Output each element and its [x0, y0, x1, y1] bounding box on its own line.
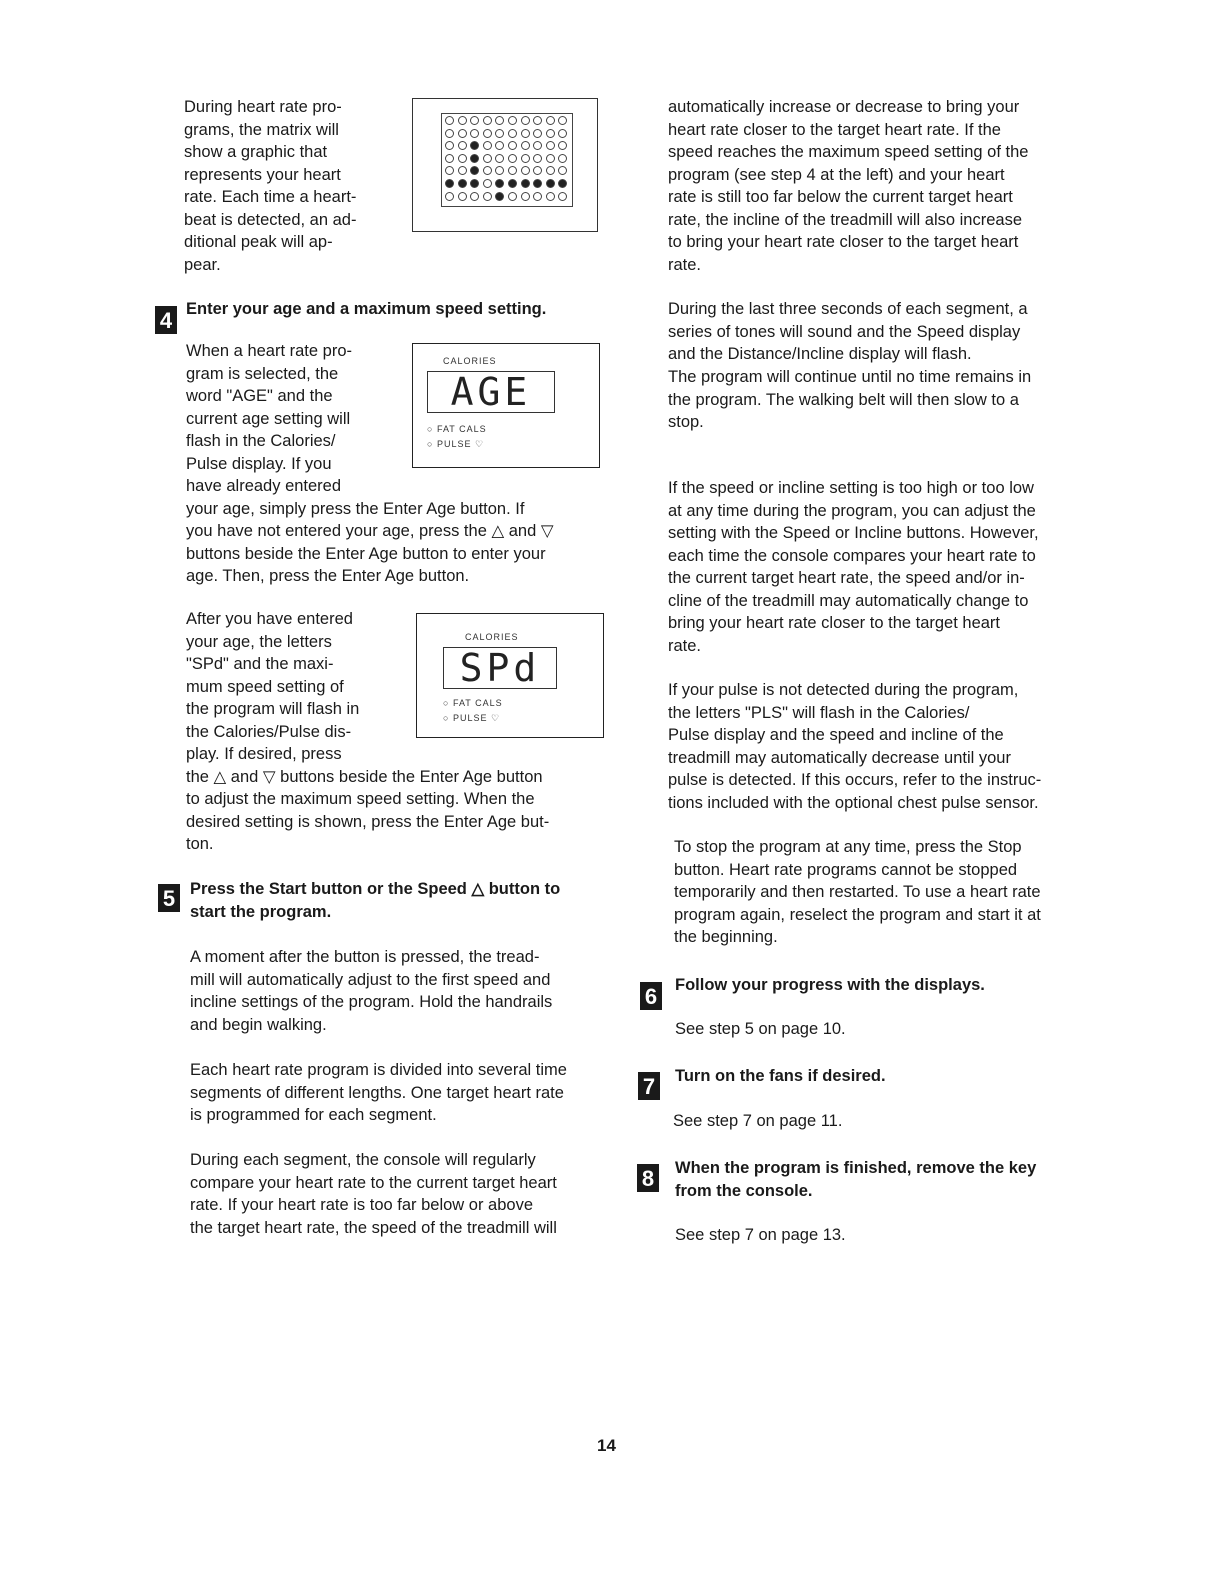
matrix-dot [558, 166, 567, 175]
calories-label: CALORIES [465, 632, 519, 642]
matrix-dot [445, 154, 454, 163]
matrix-dot [508, 166, 517, 175]
matrix-dot [521, 129, 530, 138]
text-line: During heart rate pro- [184, 98, 342, 116]
text-line: is programmed for each segment. [190, 1106, 437, 1124]
text-line: To stop the program at any time, press the Stop [674, 838, 1022, 856]
text-line: at any time during the program, you can adjust the [668, 501, 1036, 520]
matrix-dot [483, 154, 492, 163]
text-line: Pulse display and the speed and incline of the [668, 726, 1004, 744]
step-4-heading: Enter your age and a maximum speed setting. [186, 300, 547, 318]
step-6-badge: 6 [640, 982, 662, 1010]
step-8-badge: 8 [637, 1164, 659, 1192]
matrix-dot [495, 154, 504, 163]
text-line: stop. [668, 413, 704, 431]
text-line: show a graphic that [184, 143, 328, 161]
step-5-badge: 5 [158, 884, 180, 912]
text-line: ditional peak will ap- [184, 233, 333, 251]
matrix-dot [483, 129, 492, 138]
step-7-text: See step 7 on page 11. [673, 1112, 843, 1130]
text-line: series of tones will sound and the Speed display [668, 322, 1021, 341]
right-paragraph-1 [668, 96, 1028, 276]
matrix-dot [533, 141, 542, 150]
matrix-dot [546, 154, 555, 163]
matrix-dot [470, 129, 479, 138]
matrix-dot [508, 141, 517, 150]
matrix-dot [508, 116, 517, 125]
matrix-dot [470, 154, 479, 163]
text-line: beat is detected, an ad- [184, 210, 357, 229]
text-line: buttons beside the Enter Age button to enter your [186, 544, 546, 563]
text-line: from the console. [675, 1181, 813, 1200]
text-line: the letters "PLS" will flash in the Calories/ [668, 703, 970, 722]
text-line: During each segment, the console will regularly [190, 1151, 536, 1169]
step-5-paragraph-1 [190, 946, 552, 1036]
matrix-dot [533, 129, 542, 138]
text-line: heart rate closer to the target heart rate. If the [668, 120, 1001, 139]
matrix-dot [495, 192, 504, 201]
intro-paragraph [184, 96, 356, 276]
right-paragraph-2 [668, 298, 1028, 366]
matrix-dot [470, 141, 479, 150]
step-6-heading: Follow your progress with the displays. [675, 976, 985, 994]
text-line: you have not entered your age, press the △ and ▽ [186, 522, 554, 540]
matrix-dot [533, 116, 542, 125]
fat-cals-indicator: ○ FAT CALS [427, 424, 487, 434]
matrix-dot [470, 116, 479, 125]
matrix-dot [546, 116, 555, 125]
text-line: the △ and ▽ buttons beside the Enter Age button [186, 767, 543, 786]
right-paragraph-6 [674, 836, 1041, 949]
step-5-paragraph-2 [190, 1059, 567, 1127]
matrix-dot [495, 166, 504, 175]
matrix-dot [558, 129, 567, 138]
matrix-dot [445, 116, 454, 125]
text-line: each time the console compares your heart rate to [668, 546, 1036, 565]
text-line: to bring your heart rate closer to the target heart [668, 233, 1019, 251]
step-8-text: See step 7 on page 13. [675, 1226, 846, 1244]
text-line: rate. If your heart rate is too far below or above [190, 1196, 534, 1214]
fat-cals-indicator: ○ FAT CALS [443, 698, 503, 708]
text-line: tions included with the optional chest pulse sensor. [668, 793, 1039, 812]
text-line: If your pulse is not detected during the program, [668, 681, 1019, 699]
matrix-dot [483, 141, 492, 150]
matrix-dot [445, 179, 454, 188]
text-line: speed reaches the maximum speed setting of the [668, 143, 1029, 161]
text-line: compare your heart rate to the current target heart [190, 1173, 557, 1192]
matrix-dot [458, 129, 467, 138]
text-line: word "AGE" and the [186, 387, 333, 405]
step-7-badge: 7 [638, 1072, 660, 1100]
right-paragraph-3 [668, 366, 1031, 434]
matrix-dot [546, 141, 555, 150]
pulse-indicator: ○ PULSE ♡ [427, 439, 485, 449]
text-line: automatically increase or decrease to bring your [668, 98, 1020, 116]
text-line: rate, the incline of the treadmill will also increase [668, 210, 1023, 229]
text-line: the program. The walking belt will then slow to a [668, 390, 1019, 409]
text-line: Press the Start button or the Speed △ button to [190, 880, 561, 898]
text-line: mum speed setting of [186, 677, 344, 696]
text-line: and begin walking. [190, 1015, 327, 1034]
matrix-dot [495, 116, 504, 125]
matrix-dot [558, 116, 567, 125]
text-line: current age setting will [186, 409, 351, 428]
segment-readout-age: AGE [427, 371, 555, 413]
step-5-paragraph-3 [190, 1149, 557, 1239]
text-line: ton. [186, 835, 214, 853]
pulse-indicator: ○ PULSE ♡ [443, 713, 501, 723]
calories-label: CALORIES [443, 356, 497, 366]
matrix-dot [495, 141, 504, 150]
text-line: your age, the letters [186, 632, 332, 651]
matrix-grid [441, 113, 573, 207]
matrix-dot [533, 179, 542, 188]
matrix-dot [558, 141, 567, 150]
matrix-dot [508, 179, 517, 188]
text-line: the current target heart rate, the speed and/or in- [668, 569, 1025, 587]
matrix-dot [521, 179, 530, 188]
text-line: play. If desired, press [186, 745, 342, 763]
text-line: setting with the Speed or Incline buttons. However, [668, 524, 1039, 542]
calories-display-age [412, 343, 600, 468]
text-line: the beginning. [674, 928, 778, 946]
text-line: When a heart rate pro- [186, 342, 352, 360]
text-line: After you have entered [186, 610, 353, 628]
matrix-dot [470, 166, 479, 175]
matrix-dot [458, 166, 467, 175]
matrix-dot [546, 179, 555, 188]
matrix-dot [521, 166, 530, 175]
right-paragraph-5 [668, 679, 1041, 814]
text-line: pear. [184, 255, 221, 274]
segment-readout-spd: SPd [443, 647, 557, 689]
matrix-dot [508, 192, 517, 201]
text-line: grams, the matrix will [184, 120, 339, 139]
text-line: have already entered [186, 477, 342, 495]
step-4-badge: 4 [155, 306, 177, 334]
matrix-dot [521, 116, 530, 125]
text-line: the program will flash in [186, 700, 360, 718]
right-paragraph-4 [668, 477, 1039, 657]
text-line: program again, reselect the program and start it at [674, 905, 1041, 924]
matrix-dot [483, 116, 492, 125]
text-line: If the speed or incline setting is too high or too low [668, 479, 1034, 497]
text-line: temporarily and then restarted. To use a heart rate [674, 883, 1041, 901]
text-line: cline of the treadmill may automatically change to [668, 591, 1029, 610]
text-line: Pulse display. If you [186, 454, 332, 473]
text-line: "SPd" and the maxi- [186, 655, 334, 673]
text-line: represents your heart [184, 165, 341, 184]
step-6-text: See step 5 on page 10. [675, 1020, 846, 1038]
text-line: the target heart rate, the speed of the treadmill will [190, 1218, 557, 1237]
step-7-heading: Turn on the fans if desired. [675, 1067, 886, 1085]
text-line: A moment after the button is pressed, the tread- [190, 948, 540, 966]
text-line: the Calories/Pulse dis- [186, 722, 352, 741]
text-line: pulse is detected. If this occurs, refer to the instruc- [668, 771, 1042, 789]
matrix-dot [546, 192, 555, 201]
matrix-dot [458, 141, 467, 150]
matrix-dot [558, 179, 567, 188]
matrix-dot [558, 154, 567, 163]
matrix-dot [521, 192, 530, 201]
matrix-dot [521, 141, 530, 150]
matrix-dot [483, 179, 492, 188]
text-line: your age, simply press the Enter Age button. If [186, 499, 525, 518]
matrix-dot [533, 192, 542, 201]
matrix-dot [445, 129, 454, 138]
matrix-dot [495, 129, 504, 138]
matrix-dot [483, 166, 492, 175]
matrix-dot [458, 154, 467, 163]
text-line: rate. Each time a heart- [184, 188, 357, 206]
matrix-dot [445, 166, 454, 175]
text-line: incline settings of the program. Hold the handrails [190, 993, 553, 1011]
text-line: rate. [668, 255, 702, 274]
matrix-dot [508, 154, 517, 163]
matrix-dot [470, 179, 479, 188]
matrix-dot [470, 192, 479, 201]
text-line: and the Distance/Incline display will flash. [668, 345, 972, 363]
text-line: rate is still too far below the current target heart [668, 188, 1013, 206]
matrix-dot [533, 166, 542, 175]
page-number: 14 [597, 1436, 616, 1455]
text-line: rate. [668, 636, 702, 655]
matrix-dot [546, 166, 555, 175]
calories-display-spd [416, 613, 604, 738]
text-line: desired setting is shown, press the Enter Age but- [186, 812, 550, 831]
text-line: The program will continue until no time remains in [668, 368, 1032, 386]
step-5-heading [190, 878, 560, 923]
text-line: mill will automatically adjust to the first speed and [190, 970, 551, 989]
text-line: segments of different lengths. One target heart rate [190, 1083, 564, 1102]
text-line: Each heart rate program is divided into several time [190, 1061, 567, 1079]
heart-rate-matrix-display [412, 98, 598, 232]
matrix-dot [546, 129, 555, 138]
text-line: When the program is finished, remove the key [675, 1159, 1037, 1177]
step-8-heading [675, 1157, 1036, 1202]
text-line: flash in the Calories/ [186, 432, 336, 450]
matrix-dot [558, 192, 567, 201]
matrix-dot [483, 192, 492, 201]
text-line: button. Heart rate programs cannot be stopped [674, 860, 1018, 879]
text-line: bring your heart rate closer to the target heart [668, 614, 1001, 632]
text-line: start the program. [190, 902, 332, 921]
matrix-dot [521, 154, 530, 163]
text-line: to adjust the maximum speed setting. When the [186, 790, 535, 808]
matrix-dot [533, 154, 542, 163]
text-line: gram is selected, the [186, 364, 339, 383]
matrix-dot [445, 141, 454, 150]
matrix-dot [508, 129, 517, 138]
matrix-dot [445, 192, 454, 201]
text-line: treadmill may automatically decrease until your [668, 748, 1011, 767]
text-line: program (see step 4 at the left) and your heart [668, 165, 1005, 184]
matrix-dot [458, 116, 467, 125]
text-line: During the last three seconds of each segment, a [668, 300, 1028, 318]
matrix-dot [495, 179, 504, 188]
matrix-dot [458, 179, 467, 188]
text-line: age. Then, press the Enter Age button. [186, 567, 470, 585]
matrix-dot [458, 192, 467, 201]
